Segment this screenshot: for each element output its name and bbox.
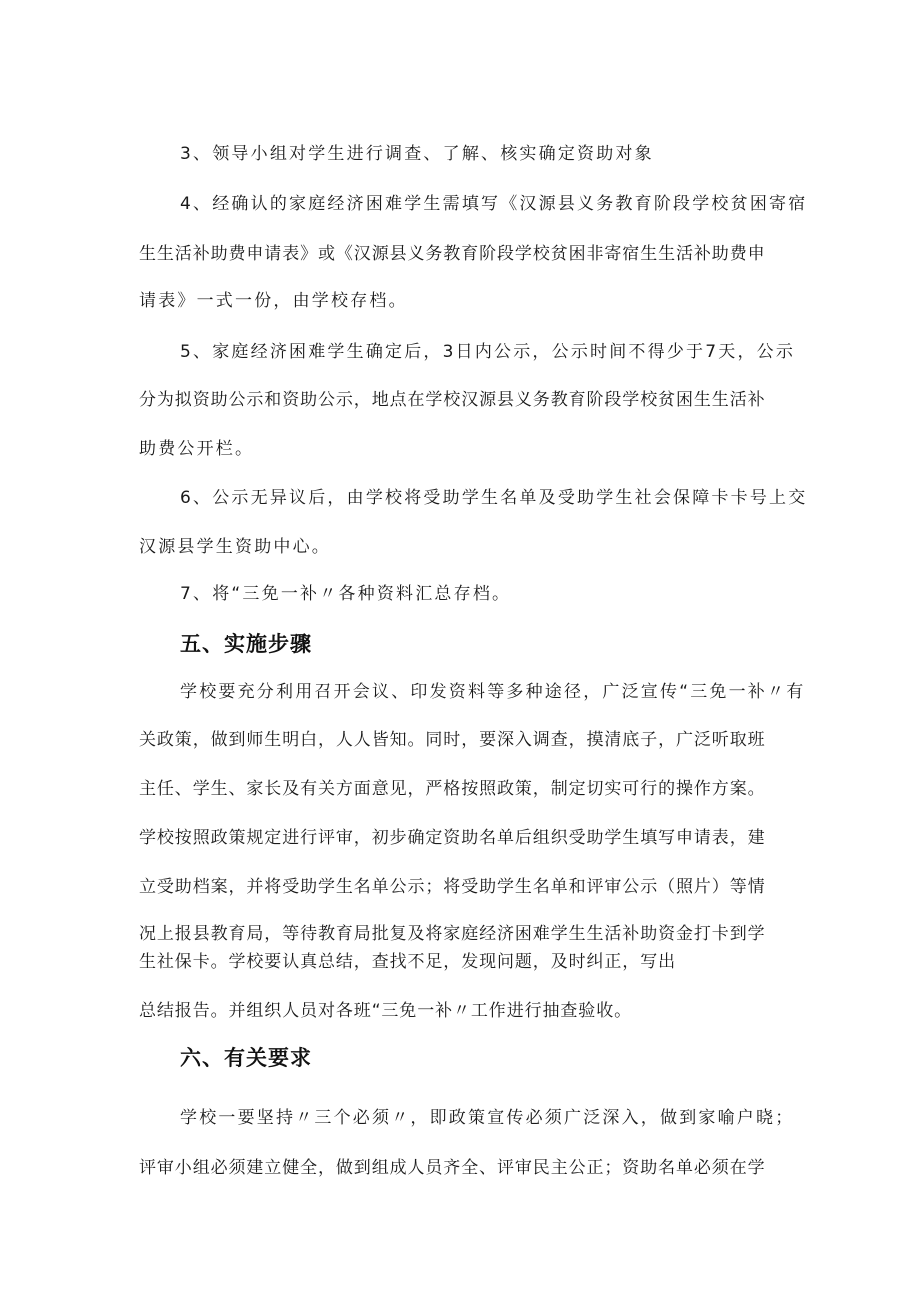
section-5-line-2: 关政策，做到师生明白，人人皆知。同时，要深入调查，摸清底子，广泛听取班 [139, 730, 766, 750]
section-5-line-3: 主任、学生、家长及有关方面意见，严格按照政策，制定切实可行的操作方案。 [139, 779, 766, 799]
paragraph-step-5-line-2: 分为拟资助公示和资助公示，地点在学校汉源县义务教育阶段学校贫困生生活补 [139, 390, 766, 410]
paragraph-step-4-line-2: 生生活补助费申请表》或《汉源县义务教育阶段学校贫困非寄宿生生活补助费申 [139, 244, 766, 264]
paragraph-step-6-line-2: 汉源县学生资助中心。 [139, 537, 331, 557]
paragraph-step-5-line-1: 5、家庭经济困难学生确定后，3日内公示，公示时间不得少于7天，公示 [180, 342, 796, 362]
section-5-line-8: 总结报告。并组织人员对各班“三免一补〃工作进行抽查验收。 [139, 1001, 633, 1021]
paragraph-step-3: 3、领导小组对学生进行调查、了解、核实确定资助对象 [180, 144, 654, 164]
section-5-line-4: 学校按照政策规定进行评审，初步确定资助名单后组织受助学生填写申请表，建 [139, 828, 766, 848]
section-5-line-5: 立受助档案，并将受助学生名单公示；将受助学生名单和评审公示（照片）等情 [139, 877, 766, 897]
paragraph-step-4-line-1: 4、经确认的家庭经济困难学生需填写《汉源县义务教育阶段学校贫困寄宿 [180, 194, 808, 214]
paragraph-step-7: 7、将“三免一补〃各种资料汇总存档。 [180, 584, 512, 604]
section-6-line-2: 评审小组必须建立健全，做到组成人员齐全、评审民主公正；资助名单必须在学 [139, 1158, 766, 1178]
section-5-line-7: 生社保卡。学校要认真总结，查找不足，发现问题，及时纠正，写出 [139, 952, 676, 972]
paragraph-step-4-line-3: 请表》一式一份，由学校存档。 [139, 291, 408, 311]
heading-requirements: 六、有关要求 [180, 1046, 312, 1070]
heading-implementation-steps: 五、实施步骤 [180, 632, 312, 656]
paragraph-step-6-line-1: 6、公示无异议后，由学校将受助学生名单及受助学生社会保障卡卡号上交 [180, 488, 808, 508]
section-5-line-1: 学校要充分利用召开会议、印发资料等多种途径，广泛宣传“三免一补〃有 [180, 682, 806, 702]
paragraph-step-5-line-3: 助费公开栏。 [139, 439, 255, 459]
section-5-line-6: 况上报县教育局，等待教育局批复及将家庭经济困难学生生活补助资金打卡到学 [139, 924, 766, 944]
section-6-line-1: 学校一要坚持〃三个必须〃，即政策宣传必须广泛深入，做到家喻户晓； [180, 1108, 795, 1128]
